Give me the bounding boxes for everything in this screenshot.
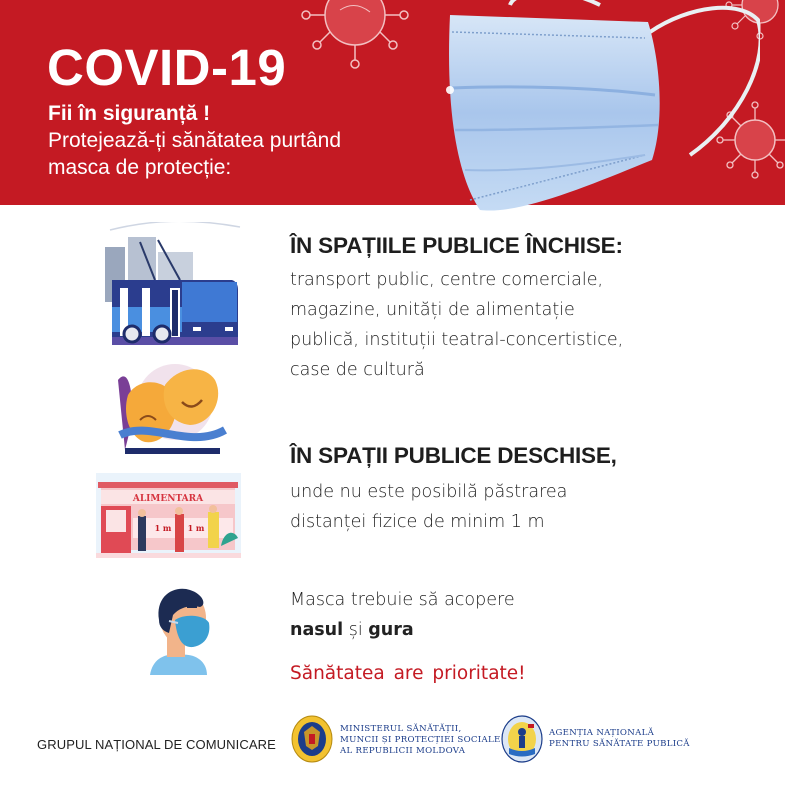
outdoor-description — [290, 477, 617, 537]
theatre-masks-icon — [110, 360, 235, 460]
and-word: și — [343, 620, 369, 640]
mask-rule-text — [290, 585, 515, 645]
agency-name — [549, 728, 690, 750]
ministry-emblem-icon — [290, 714, 334, 764]
virus-icon — [300, 0, 410, 70]
priority-slogan: Sănătatea are prioritate! — [290, 663, 526, 684]
communication-group-label: GRUPUL NAȚIONAL DE COMUNICARE — [37, 737, 276, 752]
outdoor-heading: ÎN SPAȚII PUBLICE DESCHISE, — [290, 443, 617, 468]
outdoor-line: unde nu este posibilă păstrarea — [290, 482, 568, 502]
indoor-line: case de cultură — [290, 360, 425, 380]
agency-line: AGENȚIA NAȚIONALĂ — [549, 728, 655, 738]
subtitle-stay-safe: Fii în siguranță ! — [48, 102, 211, 125]
outdoor-section — [290, 443, 617, 537]
masked-person-icon — [145, 585, 215, 675]
indoor-line: publică, instituții teatral-concertistice, — [290, 330, 624, 350]
subtitle-line-3: masca de protecție: — [48, 156, 232, 179]
ministry-line: AL REPUBLICII MOLDOVA — [340, 746, 466, 756]
mask-rule-section — [290, 585, 515, 645]
indoor-line: transport public, centre comerciale, — [290, 270, 604, 290]
indoor-description — [290, 265, 623, 385]
ministry-line: MINISTERUL SĂNĂTĂȚII, — [340, 724, 462, 734]
trolleybus-icon — [100, 222, 245, 352]
indoor-line: magazine, unități de alimentație — [290, 300, 575, 320]
distance-label: 1 m — [187, 523, 205, 533]
agency-line: PENTRU SĂNĂTATE PUBLICĂ — [549, 739, 690, 749]
indoor-heading: ÎN SPAȚIILE PUBLICE ÎNCHISE: — [290, 233, 623, 258]
shop-sign: ALIMENTARA — [132, 494, 204, 504]
ministry-name — [340, 724, 501, 757]
outdoor-line: distanței fizice de minim 1 m — [290, 512, 545, 532]
footer — [0, 710, 785, 770]
distance-label: 1 m — [154, 523, 172, 533]
subtitle-line-2: Protejează-ți sănătatea purtând — [48, 129, 342, 152]
mask-rule-line: Masca trebuie să acopere — [290, 590, 515, 610]
indoor-section — [290, 233, 623, 385]
banner-subtitle — [48, 100, 341, 181]
agency-emblem-icon — [500, 714, 544, 764]
mask-rule-line-2 — [290, 615, 515, 645]
page-title: COVID-19 — [47, 39, 287, 96]
mouth-word: gura — [368, 620, 414, 640]
shop-distancing-icon — [93, 468, 243, 568]
ministry-line: MUNCII ȘI PROTECȚIEI SOCIALE — [340, 735, 501, 745]
nose-word: nasul — [290, 620, 344, 640]
face-mask-illustration — [440, 0, 760, 220]
